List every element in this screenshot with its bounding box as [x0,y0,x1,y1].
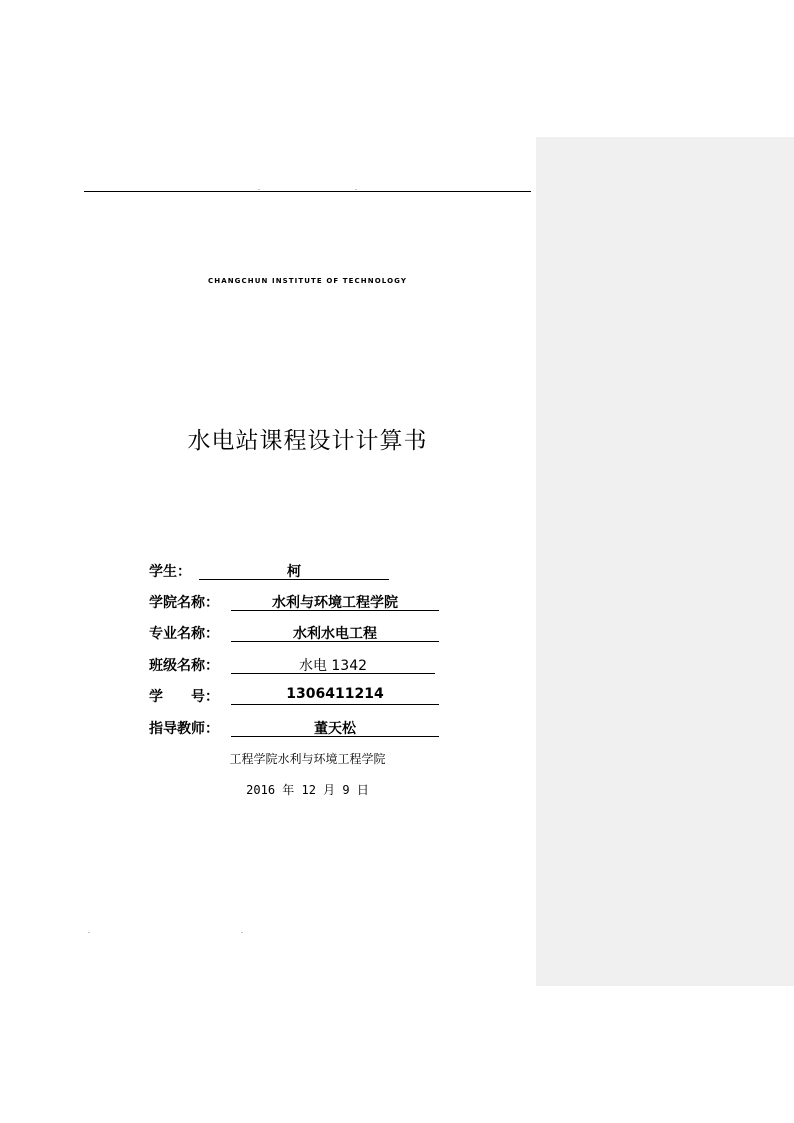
field-student-id-value: 1306411214 [231,686,439,705]
header-rule [84,191,531,192]
field-major-value: 水利水电工程 [231,623,439,642]
field-class-label: 班级名称： [149,658,219,674]
field-advisor-label: 指导教师： [149,721,219,737]
field-college-value: 水利与环境工程学院 [231,592,439,611]
comment-pane [536,137,794,986]
field-student-value: 柯 [199,561,389,580]
school-line: 工程学院水利与环境工程学院 [229,752,386,766]
footer-dot: . [88,928,90,935]
field-student-label: 学生： [149,564,191,580]
field-major-label: 专业名称： [149,626,219,642]
field-student-id-label: 学 号： [149,689,219,705]
header-dot: . [258,185,260,192]
field-advisor-value: 董天松 [231,718,439,737]
field-college-label: 学院名称： [149,595,219,611]
footer-dot: . [241,928,243,935]
institute-name: CHANGCHUN INSTITUTE OF TECHNOLOGY [208,277,407,285]
document-title: 水电站课程设计计算书 [187,428,428,454]
document-date: 2016 年 12 月 9 日 [246,783,369,797]
header-dot: . [355,185,357,192]
field-class-value: 水电 1342 [231,655,435,674]
